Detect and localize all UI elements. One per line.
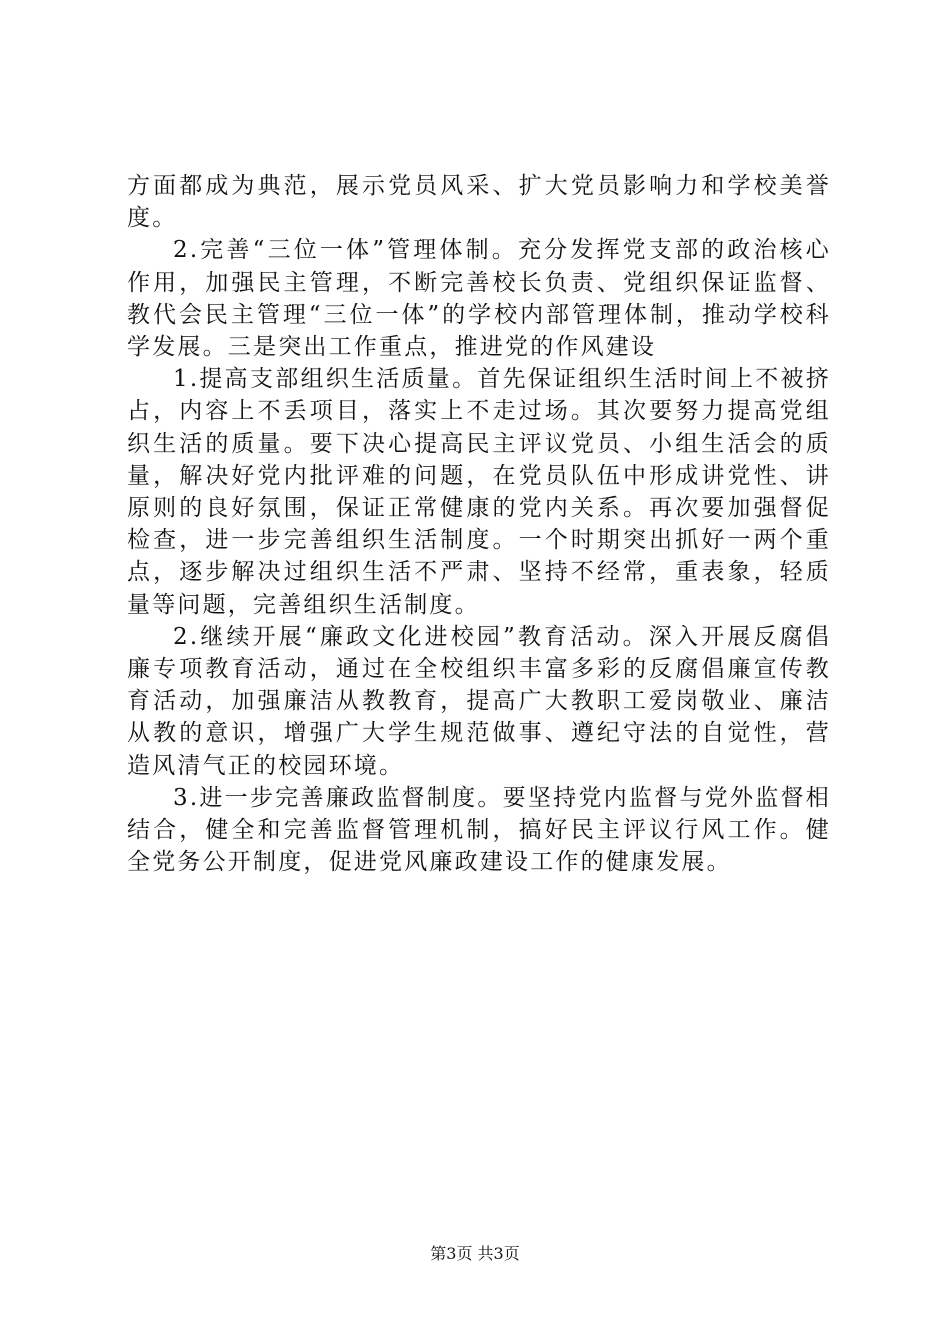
paragraph-integrity-culture: 2.继续开展“廉政文化进校园”教育活动。深入开展反腐倡廉专项教育活动，通过在全校组织丰富多彩的反腐倡廉宣传教育活动，加强廉洁从教教育，提高广大教职工爱岗敬业、廉洁从教的意识，增强广大学生规范做事、遵纪守法的自觉性，营造风清气正的校园环境。 xyxy=(127,623,831,779)
paragraph-management-system: 2.完善“三位一体”管理体制。充分发挥党支部的政治核心作用，加强民主管理，不断完善校长负责、党组织保证监督、教代会民主管理“三位一体”的学校内部管理体制，推动学校科学发展。三是突出工作重点，推进党的作风建设 xyxy=(127,237,831,361)
page-footer: 第3页 共3页 xyxy=(430,1244,520,1263)
paragraph-organization-life: 1.提高支部组织生活质量。首先保证组织生活时间上不被挤占，内容上不丢项目，落实上不走过场。其次要努力提高党组织生活的质量。要下决心提高民主评议党员、小组生活会的质量，解决好党内批评难的问题，在党员队伍中形成讲党性、讲原则的良好氛围，保证正常健康的党内关系。再次要加强督促检查，进一步完善组织生活制度。一个时期突出抓好一两个重点，逐步解决过组织生活不严肃、坚持不经常，重表象，轻质量等问题，完善组织生活制度。 xyxy=(127,366,831,618)
paragraph-continuation: 方面都成为典范，展示党员风采、扩大党员影响力和学校美誉度。 xyxy=(127,173,831,232)
document-body xyxy=(127,170,831,878)
paragraph-supervision-system: 3.进一步完善廉政监督制度。要坚持党内监督与党外监督相结合，健全和完善监督管理机制，搞好民主评议行风工作。健全党务公开制度，促进党风廉政建设工作的健康发展。 xyxy=(127,784,831,876)
